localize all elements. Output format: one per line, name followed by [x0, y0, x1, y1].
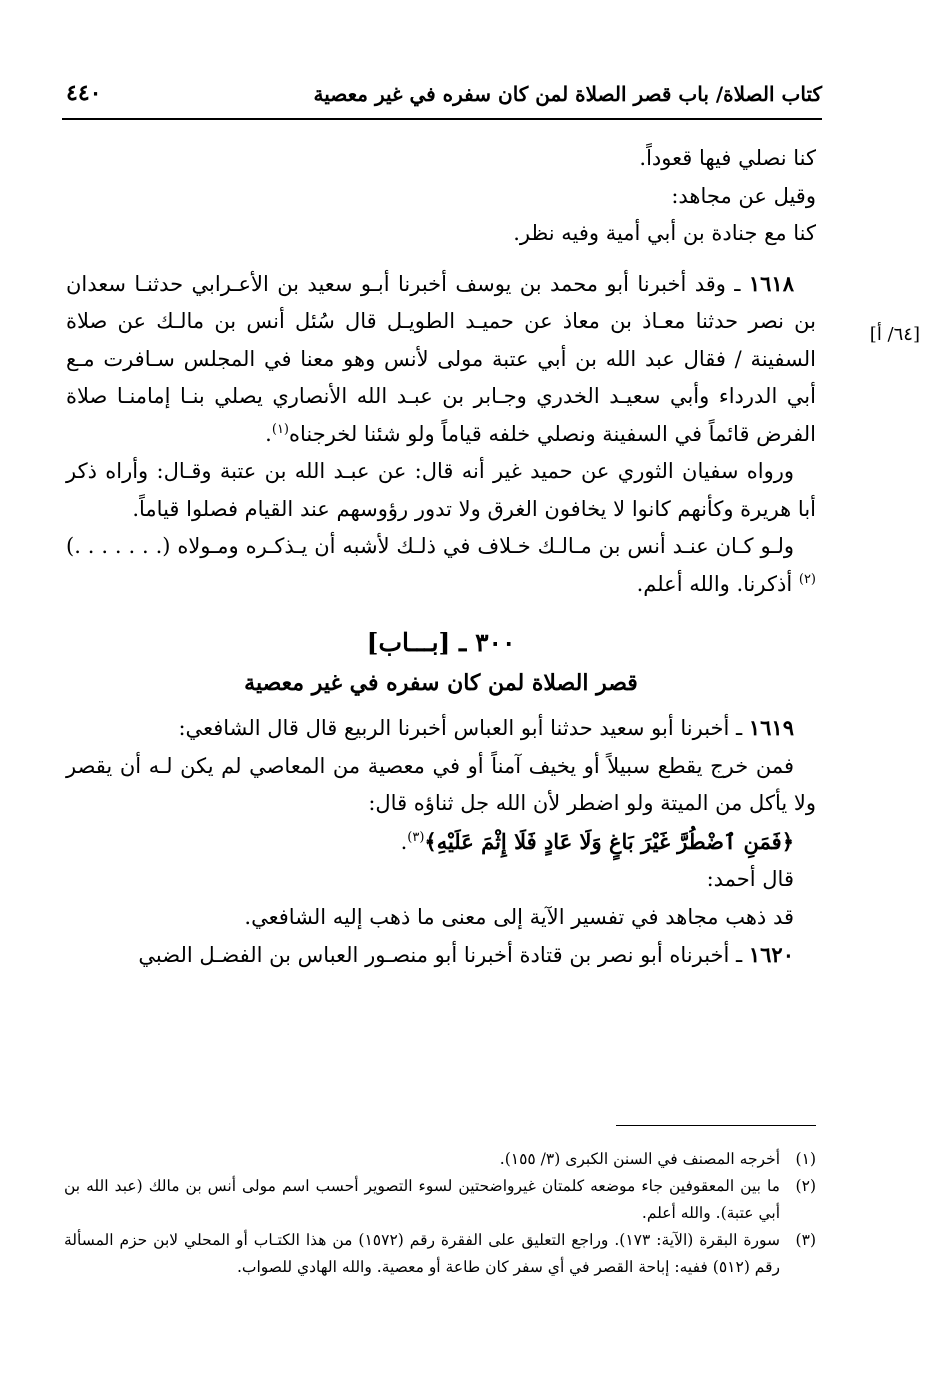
qal-ahmad: قال أحمد:: [706, 867, 794, 891]
lacuna-marker: (. . . . . . .): [66, 534, 171, 558]
footnote: [64, 1173, 816, 1227]
footnote-text: سورة البقرة (الآية: ١٧٣). وراجع التعليق على الفقرة رقم (١٥٧٢) من هذا الكتـاب أو المحلي لابن حزم المسألة رقم (٥١٢) ففيه: إباحة القصر في أي سفر كان طاعة أو معصية. والله الهادي للصواب.: [64, 1231, 780, 1276]
hadith-1619: [66, 709, 816, 748]
footnote-ref: (٢): [798, 571, 816, 587]
hadith-number: ١٦١٩: [748, 715, 794, 740]
hadith-text: ـ أخبرناه أبو نصر بن قتادة أخبرنا أبو منصـور العباس بن الفضـل الضبي: [138, 943, 743, 967]
page-number: ٤٤٠: [66, 80, 102, 106]
paragraph-anas-line1: ولـو كـان عنـد أنس بن مـالـك خـلاف في ذلـك لأشبه أن يـذكـره ومـولاه: [177, 534, 794, 558]
quran-verse: ﴿فَمَنِ ٱضْطُرَّ غَيْرَ بَاغٍ وَلَا عَادٍ فَلَا إِثْمَ عَلَيْهِ﴾$^{(٣)}$.: [400, 828, 794, 854]
intro-line: كنا مع جنادة بن أبي أمية وفيه نظر.: [513, 221, 816, 245]
paragraph-anas: [66, 528, 816, 603]
hadith-number: ١٦١٨: [748, 270, 794, 296]
footnote-mark: (٣): [795, 1231, 816, 1249]
page-header: [62, 78, 822, 120]
mujahid-note: قد ذهب مجاهد في تفسير الآية إلى معنى ما ذهب إليه الشافعي.: [244, 904, 794, 929]
paragraph-sufyan: ورواه سفيان الثوري عن حميد غير أنه قال: عن عبـد الله بن عتبة وقـال: وأراه ذكر أبا هريرة وكأنهم كانوا لا يخافون الغرق ولا تدور رؤوسهم عند القيام فصلوا قياماً.: [66, 459, 816, 521]
margin-note: [٦٤/ أ]: [869, 324, 920, 345]
running-title: كتاب الصلاة/ باب قصر الصلاة لمن كان سفره في غير معصية: [313, 82, 822, 106]
footnote-ref: (١): [271, 421, 289, 437]
paragraph-anas-end: أذكرنا. والله أعلم.: [636, 571, 793, 596]
intro-line: كنا نصلي فيها قعوداً.: [639, 146, 816, 170]
footnote: [64, 1227, 816, 1281]
intro-lines: [66, 140, 816, 253]
hadith-text: ـ وقد أخبرنا أبو محمد بن يوسف أخبرنا أبـو سعيد بن الأعـرابي حدثنـا سعدان بن نصر حدثنا معـاذ بن معاذ عن حميـد الطويـل قال سُئل أنس بن مالـك عن صلاة السفينة / فقال عبد الله بن أبي عتبة مولى لأنس وهو معنا في المجلس سـافرت مـع أبي الدرداء وأبي سعيـد الخدري وجـابر بن عبـد الله الأنصاري يصلي بنـا إمامنـا صلاة الفرض قائماً في السفينة ونصلي خلفه قياماً ولو شئنا لخرجناه: [66, 271, 816, 446]
intro-line: وقيل عن مجاهد:: [671, 183, 816, 208]
hadith-number: ١٦٢٠: [748, 942, 794, 967]
footnote-mark: (١): [795, 1150, 816, 1168]
footnote-text: أخرجه المصنف في السنن الكبرى (٣/ ١٥٥).: [499, 1150, 780, 1168]
footnote: [64, 1146, 816, 1173]
chapter-heading: ٣٠٠ ـ [بـــاب]: [366, 628, 516, 657]
hadith-text: ـ أخبرنا أبو سعيد حدثنا أبو العباس أخبرنا الربيع قال قال الشافعي:: [178, 716, 743, 740]
footnote-divider: [616, 1125, 816, 1126]
main-text: [66, 140, 816, 975]
footnote-mark: (٢): [795, 1177, 816, 1195]
footnotes: [64, 1146, 816, 1281]
shafii-statement: فمن خرج يقطع سبيلاً أو يخيف آمناً أو في معصية من المعاصي لم يكن لـه أن يقصر ولا يأكل من الميتة ولو اضطر لأن الله جل ثناؤه قال:: [66, 753, 816, 815]
footnote-text: ما بين المعقوفين جاء موضعه كلمتان غيرواضحتين لسوء التصوير أحسب اسم مولى أنس بن مالك (عبد الله بن أبي عتبة). والله أعلم.: [64, 1177, 780, 1222]
hadith-1618: ١٦١٨ ـ وقد أخبرنا أبو محمد بن يوسف أخبرنا أبـو سعيد بن الأعـرابي حدثنـا سعدان بن نصر حدثنا معـاذ بن معاذ عن حميـد الطويـل قال سُئل أنس بن مالـك عن صلاة السفينة / فقال عبد الله بن أبي عتبة مولى لأنس وهو معنا في المجلس سـافرت مـع أبي الدرداء وأبي سعيـد الخدري وجـابر بن عبـد الله الأنصاري يصلي بنـا إمامنـا صلاة الفرض قائماً في السفينة ونصلي خلفه قياماً ولو شئنا لخرجناه$^{(١)}$.: [66, 270, 816, 446]
chapter-subtitle: قصر الصلاة لمن كان سفره في غير معصية: [244, 670, 638, 696]
footnote-ref: (٣): [407, 829, 425, 845]
verse-text: ﴿فَمَنِ ٱضْطُرَّ غَيْرَ بَاغٍ وَلَا عَادٍ فَلَا إِثْمَ عَلَيْهِ﴾: [424, 828, 794, 854]
hadith-1620: [66, 936, 816, 975]
